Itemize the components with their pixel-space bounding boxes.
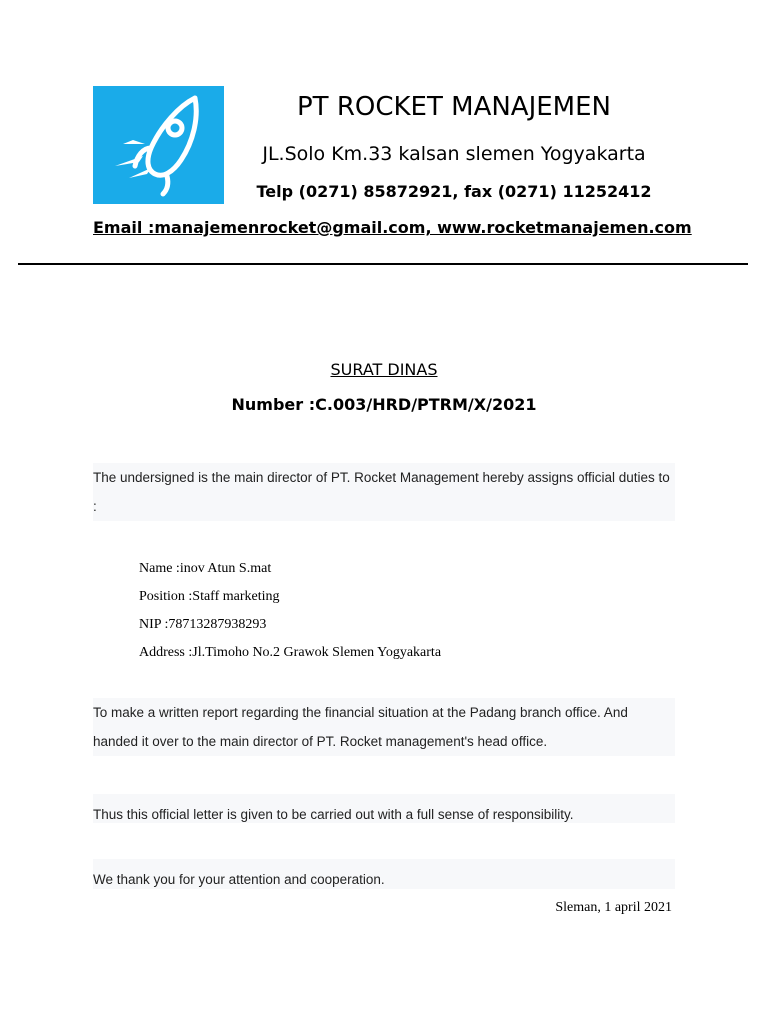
company-address: JL.Solo Km.33 kalsan slemen Yogyakarta bbox=[262, 143, 646, 165]
assignee-name: Name :inov Atun S.mat bbox=[139, 561, 272, 576]
letter-title: SURAT DINAS bbox=[330, 360, 438, 379]
assignee-nip: NIP :78713287938293 bbox=[139, 617, 267, 632]
closing-paragraph: Thus this official letter is given to be carried out with a full sense of responsibility. bbox=[93, 794, 675, 823]
place-date: Sleman, 1 april 2021 bbox=[555, 900, 672, 915]
company-contact-links[interactable]: Email :manajemenrocket@gmail.com, www.rocketmanajemen.com bbox=[93, 218, 692, 237]
letterhead-divider bbox=[18, 263, 748, 265]
company-logo bbox=[93, 86, 224, 204]
task-paragraph: To make a written report regarding the financial situation at the Padang branch office. And handed it over to the main director of PT. Rocket management's head office. bbox=[93, 698, 675, 756]
rocket-icon bbox=[93, 86, 224, 204]
thanks-paragraph: We thank you for your attention and cooperation. bbox=[93, 859, 675, 889]
assignee-details bbox=[139, 555, 441, 667]
company-phone-fax: Telp (0271) 85872921, fax (0271) 11252412 bbox=[256, 182, 652, 201]
company-name: PT ROCKET MANAJEMEN bbox=[297, 92, 611, 122]
assignee-position: Position :Staff marketing bbox=[139, 589, 280, 604]
letter-number: Number :C.003/HRD/PTRM/X/2021 bbox=[231, 395, 537, 414]
intro-paragraph: The undersigned is the main director of PT. Rocket Management hereby assigns official duties to : bbox=[93, 463, 675, 521]
assignee-address: Address :Jl.Timoho No.2 Grawok Slemen Yogyakarta bbox=[139, 645, 442, 660]
